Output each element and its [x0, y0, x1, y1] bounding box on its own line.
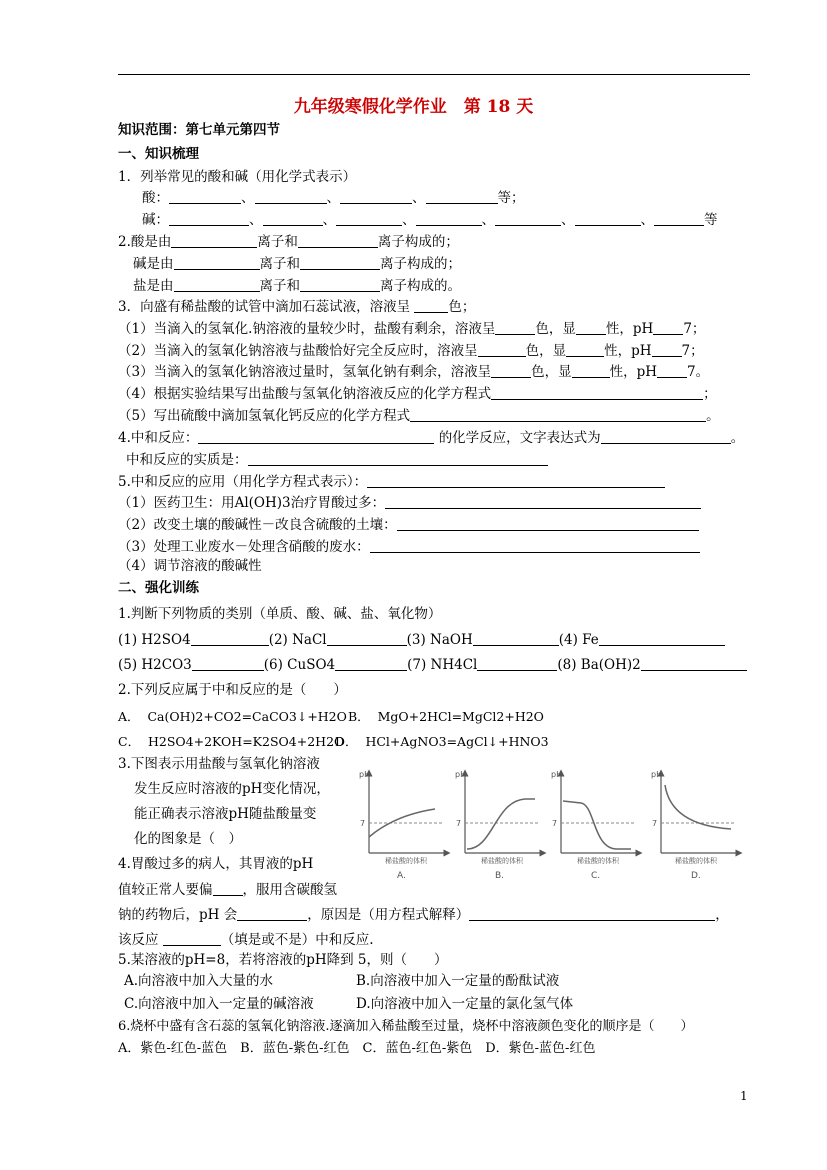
- graph-b-label: B.: [495, 871, 505, 881]
- page-title: 九年级寒假化学作业 第 18 天: [293, 97, 534, 117]
- graph-a-label: A.: [397, 871, 406, 881]
- graph-c-xlabel: 稀盐酸的体积: [577, 857, 619, 865]
- s2-q5-option-c: C.向溶液中加入一定量的碱溶液: [124, 996, 314, 1012]
- s1-q5: 5.中和反应的应用（用化学方程式表示）：: [118, 474, 665, 491]
- s1-q2-acid: 2.酸是由 离子和 离子构成的；: [118, 234, 459, 250]
- section-1-heading: 一、知识梳理: [118, 146, 199, 162]
- graph-c: [551, 770, 639, 881]
- s1-q3-1: （1）当滴入的氢氧化.钠溶液的量较少时，盐酸有剩余，溶液呈 色，显 性，pH 7；: [118, 321, 706, 337]
- s2-q1-row2: (5) H2CO3 (6) CuSO4 (7) NH4Cl (8) Ba(OH)2: [118, 657, 747, 674]
- s1-q5-2: （2）改变土壤的酸碱性－改良含硫酸的土壤：: [118, 517, 699, 534]
- graph-d-seven: 7: [652, 819, 658, 828]
- s2-q2: 2.下列反应属于中和反应的是（ ）: [118, 682, 347, 698]
- s2-q4-line4: 该反应 （填是或不是）中和反应.: [118, 932, 374, 948]
- s2-q3-line1: 3.下图表示用盐酸与氢氧化钠溶液: [118, 756, 320, 772]
- s1-q5-4: （4）调节溶液的酸碱性: [118, 558, 262, 574]
- s1-q1-acid-line: 酸： 、 、 、 等；: [142, 190, 525, 206]
- section-2-heading: 二、强化训练: [118, 580, 199, 596]
- graph-d-ylabel: pH: [651, 770, 663, 779]
- s1-q1-base-line: 碱： 、 、 、 、 、 、 等: [142, 212, 718, 228]
- header-rule: [118, 74, 750, 75]
- s1-q2-salt: 盐是由 离子和 离子构成的。: [133, 278, 461, 294]
- s1-q1: 1．列举常见的酸和碱（用化学式表示）: [118, 169, 357, 185]
- graph-b-seven: 7: [456, 819, 462, 828]
- s2-q6: 6.烧杯中盛有含石蕊的氢氧化钠溶液.逐滴加入稀盐酸至过量，烧杯中溶液颜色变化的顺序是（ ）: [118, 1019, 694, 1034]
- s1-q3-3: （3）当滴入的氢氧化钠溶液过量时，氢氧化钠有剩余，溶液呈 色，显 性，pH 7。: [118, 364, 710, 380]
- s2-q5: 5.某溶液的pH=8，若将溶液的pH降到 5，则（ ）: [118, 952, 448, 968]
- knowledge-scope: 知识范围：第七单元第四节: [118, 122, 280, 138]
- graph-c-seven: 7: [552, 819, 558, 828]
- s2-q2-option-a: A． Ca(OH)2+CO2=CaCO3↓+H2O: [118, 709, 347, 724]
- graph-d: [651, 770, 739, 881]
- s1-q3: 3．向盛有稀盐酸的试管中滴加石蕊试液，溶液呈 色；: [118, 299, 476, 315]
- graph-a-xlabel: 稀盐酸的体积: [385, 857, 427, 865]
- s2-q2-option-c: C． H2SO4+2KOH=K2SO4+2H2O: [118, 734, 345, 749]
- s1-q3-5: （5）写出硫酸中滴加氢氧化钙反应的化学方程式 。: [118, 408, 720, 424]
- s1-q4: 4.中和反应： 的化学反应，文字表达式为 。: [118, 430, 745, 446]
- s2-q1: 1.判断下列物质的类别（单质、酸、碱、盐、氧化物）: [118, 606, 442, 622]
- s2-q4-line1: 4.胃酸过多的病人，其胃液的pH: [118, 856, 314, 872]
- s2-q3-line2: 发生反应时溶液的pH变化情况，: [134, 781, 330, 797]
- graph-a-seven: 7: [360, 819, 366, 828]
- s1-q3-2: （2）当滴入的氢氧化钠溶液与盐酸恰好完全反应时，溶液呈 色，显 性，pH 7；: [118, 343, 704, 359]
- graph-c-label: C.: [591, 871, 601, 881]
- s2-q5-option-b: B.向溶液中加入一定量的酚酞试液: [356, 973, 560, 989]
- s2-q3-line4: 化的图象是（ ）: [134, 831, 242, 847]
- page-number: 1: [740, 1089, 748, 1103]
- graph-a-ylabel: pH: [359, 770, 371, 779]
- graph-b: [455, 770, 543, 881]
- s1-q5-1: （1）医药卫生：用Al(OH)3治疗胃酸过多：: [118, 495, 701, 512]
- s2-q5-option-a: A.向溶液中加入大量的水: [124, 973, 274, 989]
- graph-d-label: D.: [691, 871, 701, 881]
- s2-q5-option-d: D.向溶液中加入一定量的氯化氢气体: [356, 996, 574, 1012]
- s1-q5-3: （3）处理工业废水－处理含硝酸的废水：: [118, 539, 700, 556]
- graph-b-ylabel: pH: [455, 770, 467, 779]
- graph-c-ylabel: pH: [551, 770, 563, 779]
- s1-q2-base: 碱是由 离子和 离子构成的；: [133, 256, 461, 272]
- s2-q6-options: A．紫色-红色-蓝色 B．蓝色-紫色-红色 C．蓝色-红色-紫色 D．紫色-蓝色-红色: [118, 1041, 596, 1056]
- graph-d-xlabel: 稀盐酸的体积: [675, 857, 717, 865]
- s2-q2-option-d: D． HCl+AgNO3=AgCl↓+HNO3: [335, 734, 549, 749]
- graph-a: [359, 770, 447, 881]
- s2-q3-line3: 能正确表示溶液pH随盐酸量变: [134, 806, 317, 822]
- graph-b-xlabel: 稀盐酸的体积: [481, 857, 523, 865]
- s2-q2-option-b: B． MgO+2HCl=MgCl2+H2O: [348, 709, 544, 724]
- s2-q4-line3: 钠的药物后，pH 会 ，原因是（用方程式解释） ，: [118, 907, 729, 923]
- ph-graphs: [355, 765, 755, 883]
- s2-q4-line2: 值较正常人要偏 ，服用含碳酸氢: [118, 882, 337, 898]
- s1-q4-essence: 中和反应的实质是：: [126, 452, 548, 469]
- s1-q3-4: （4）根据实验结果写出盐酸与氢氧化钠溶液反应的化学方程式 ；: [118, 386, 717, 402]
- s2-q1-row1: (1) H2SO4 (2) NaCl (3) NaOH (4) Fe: [118, 632, 725, 649]
